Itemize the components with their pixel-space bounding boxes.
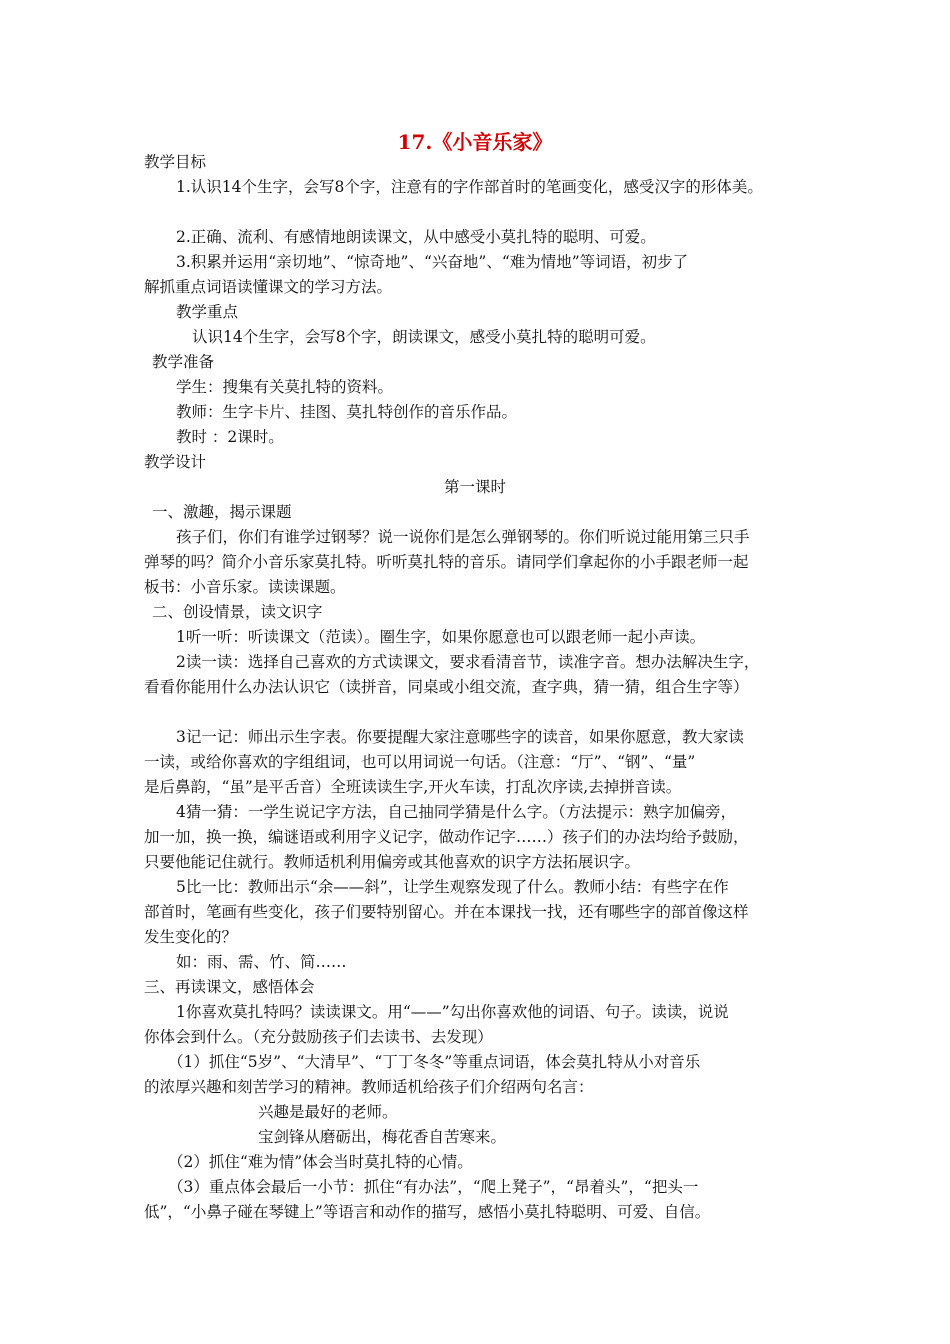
point-2: （2）抓住“难为情”体会当时莫扎特的心情。 bbox=[168, 1153, 473, 1171]
section-1-heading: 一、激趣，揭示课题 bbox=[152, 503, 292, 521]
document-title: 17.《小音乐家》 bbox=[397, 130, 553, 154]
step-compare-line-3: 发生变化的？ bbox=[144, 928, 238, 946]
section-3-heading: 三、再读课文，感悟体会 bbox=[144, 978, 315, 996]
heading-key-points: 教学重点 bbox=[176, 303, 239, 321]
step-remember-line-2: 一读，或给你喜欢的字组组词，也可以用词说一句话。（注意：“厅”、“钢”、“量” bbox=[144, 753, 696, 771]
step-read-line-1: 2读一读：选择自己喜欢的方式读课文，要求看清音节，读准字音。想办法解决生字， bbox=[176, 653, 760, 671]
objective-1: 1.认识14个生字，会写8个字，注意有的字作部首时的笔画变化，感受汉字的形体美。 bbox=[176, 178, 763, 196]
objective-3-cont: 解抓重点词语读懂课文的学习方法。 bbox=[144, 278, 393, 296]
step-compare-line-2: 部首时，笔画有些变化，孩子们要特别留心。并在本课找一找，还有哪些字的部首像这样 bbox=[144, 903, 749, 921]
step-guess-line-1: 4猜一猜：一学生说记字方法，自己抽同学猜是什么字。（方法提示：熟字加偏旁， bbox=[176, 803, 737, 821]
section-1-para-line-1: 孩子们，你们有谁学过钢琴？说一说你们是怎么弹钢琴的。你们听说过能用第三只手 bbox=[176, 528, 750, 546]
section-2-heading: 二、创设情景，读文识字 bbox=[152, 603, 323, 621]
point-1-line-2: 的浓厚兴趣和刻苦学习的精神。教师适机给孩子们介绍两句名言： bbox=[144, 1078, 594, 1096]
step-compare-line-1: 5比一比：教师出示“余——斜”，让学生观察发现了什么。教师小结：有些字在作 bbox=[176, 878, 729, 896]
step-listen: 1听一听：听读课文（范读）。圈生字，如果你愿意也可以跟老师一起小声读。 bbox=[176, 628, 706, 646]
section-3-para-line-2: 你体会到什么。（充分鼓励孩子们去读书、去发现） bbox=[144, 1028, 493, 1046]
point-3-line-1: （3）重点体会最后一小节：抓住“有办法”，“爬上凳子”，“昂着头”，“把头一 bbox=[168, 1178, 699, 1196]
key-points-text: 认识14个生字，会写8个字，朗读课文，感受小莫扎特的聪明可爱。 bbox=[192, 328, 656, 346]
section-1-para-line-2: 弹琴的吗？简介小音乐家莫扎特。听听莫扎特的音乐。请同学们拿起你的小手跟老师一起 bbox=[144, 553, 749, 571]
point-1-line-1: （1）抓住“5岁”、“大清早”、“丁丁冬冬”等重点词语，体会莫扎特从小对音乐 bbox=[168, 1053, 701, 1071]
step-remember-line-1: 3记一记：师出示生字表。你要提醒大家注意哪些字的读音，如果你愿意，教大家读 bbox=[176, 728, 744, 746]
objective-3: 3.积累并运用“亲切地”、“惊奇地”、“兴奋地”、“难为情地”等词语，初步了 bbox=[176, 253, 689, 271]
step-guess-line-3: 只要他能记住就行。教师适机利用偏旁或其他喜欢的识字方法拓展识字。 bbox=[144, 853, 641, 871]
quote-1: 兴趣是最好的老师。 bbox=[258, 1103, 398, 1121]
heading-design: 教学设计 bbox=[144, 453, 207, 471]
section-1-para-line-3: 板书：小音乐家。读读课题。 bbox=[144, 578, 346, 596]
step-compare-example: 如：雨、需、竹、简…… bbox=[176, 953, 347, 971]
point-3-line-2: 低”，“小鼻子碰在琴键上”等语言和动作的描写，感悟小莫扎特聪明、可爱、自信。 bbox=[144, 1203, 711, 1221]
lesson-one-heading: 第一课时 bbox=[443, 478, 506, 496]
heading-preparation: 教学准备 bbox=[152, 353, 215, 371]
step-remember-line-3: 是后鼻韵，“虽”是平舌音）全班读读生字,开火车读，打乱次序读,去掉拼音读。 bbox=[144, 778, 682, 796]
prep-students: 学生：搜集有关莫扎特的资料。 bbox=[176, 378, 394, 396]
objective-2: 2.正确、流利、有感情地朗读课文，从中感受小莫扎特的聪明、可爱。 bbox=[176, 228, 656, 246]
heading-objectives: 教学目标 bbox=[144, 153, 207, 171]
step-read-line-2: 看看你能用什么办法认识它（读拼音，同桌或小组交流，查字典，猜一猜，组合生字等） bbox=[144, 678, 749, 696]
prep-teacher: 教师：生字卡片、挂图、莫扎特创作的音乐作品。 bbox=[176, 403, 518, 421]
step-guess-line-2: 加一加，换一换，编谜语或利用字义记字，做动作记字……）孩子们的办法均给予鼓励， bbox=[144, 828, 749, 846]
quote-2: 宝剑锋从磨砺出，梅花香自苦寒来。 bbox=[258, 1128, 507, 1146]
section-3-para-line-1: 1你喜欢莫扎特吗？读读课文。用“——”勾出你喜欢他的词语、句子。读读，说说 bbox=[176, 1003, 729, 1021]
class-hours: 教时 ：2课时。 bbox=[176, 428, 284, 446]
